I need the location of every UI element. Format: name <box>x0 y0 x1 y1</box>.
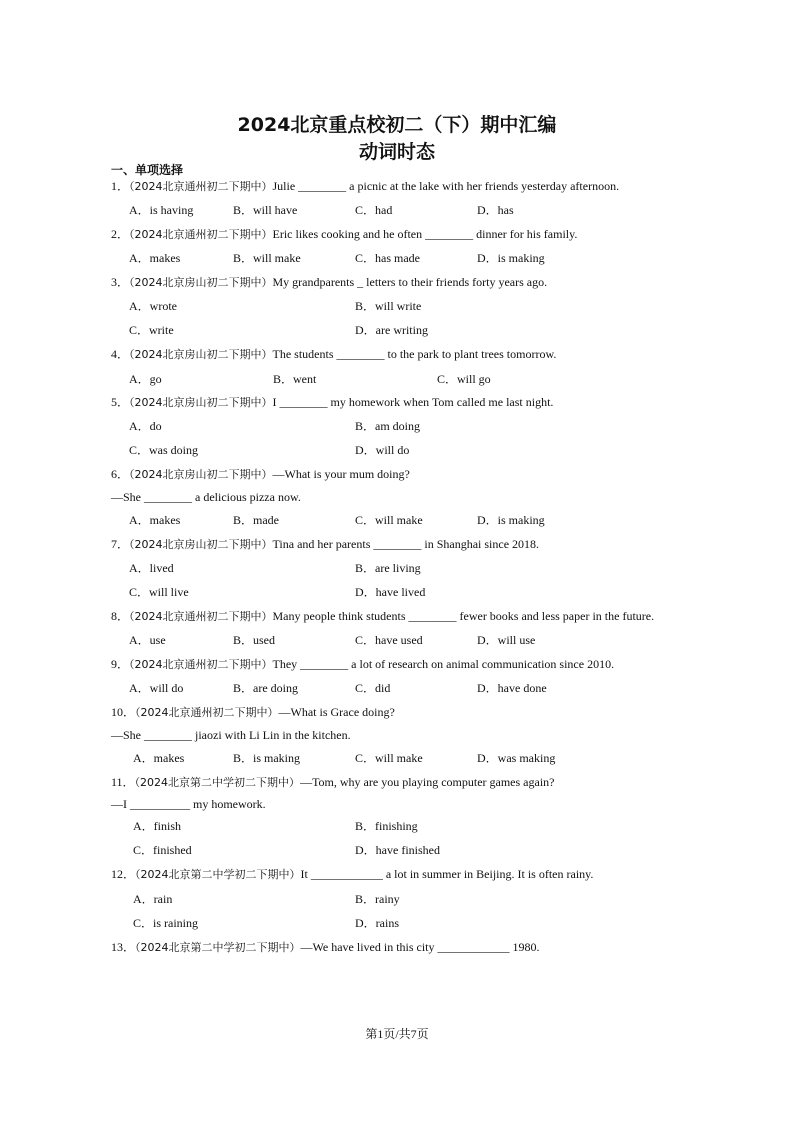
question-7: 7．（2024北京房山初二下期中）Tina and her parents ________ in Shanghai since 2018. <box>111 537 540 551</box>
option[interactable]: B．are living <box>355 561 421 575</box>
option[interactable]: D．have done <box>477 681 547 695</box>
option[interactable]: B．rainy <box>355 892 400 906</box>
question-12: 12．（2024北京第二中学初二下期中）It ____________ a lot in summer in Beijing. It is often rainy. <box>111 867 594 881</box>
option[interactable]: D．will use <box>477 633 536 647</box>
question-6: 6．（2024北京房山初二下期中）—What is your mum doing? <box>111 467 410 481</box>
option[interactable]: B．finishing <box>355 819 418 833</box>
option[interactable]: B．went <box>273 372 317 386</box>
option[interactable]: C．have used <box>355 633 423 647</box>
document-subtitle: 动词时态 <box>358 141 435 163</box>
question-8: 8．（2024北京通州初二下期中）Many people think students ________ fewer books and less paper in the future. <box>111 609 655 623</box>
question-10: 10．（2024北京通州初二下期中）—What is Grace doing? <box>111 705 395 719</box>
option[interactable]: B．is making <box>233 751 301 765</box>
question-4: 4．（2024北京房山初二下期中）The students ________ to the park to plant trees tomorrow. <box>111 347 557 361</box>
option[interactable]: D．have finished <box>355 843 440 857</box>
option[interactable]: B．am doing <box>355 419 420 433</box>
option[interactable]: D．is making <box>477 513 545 527</box>
question-13: 13．（2024北京第二中学初二下期中）—We have lived in this city ____________ 1980. <box>111 940 540 954</box>
option[interactable]: B．are doing <box>233 681 298 695</box>
document-title: 2024北京重点校初二（下）期中汇编 <box>237 114 557 136</box>
option[interactable]: B．will have <box>233 203 298 217</box>
option[interactable]: C．will live <box>129 585 189 599</box>
option[interactable]: D．have lived <box>355 585 426 599</box>
option[interactable]: C．will make <box>355 513 423 527</box>
option[interactable]: C．write <box>129 323 174 337</box>
option[interactable]: C．had <box>355 203 393 217</box>
option[interactable]: A．wrote <box>129 299 177 313</box>
option[interactable]: C．will make <box>355 751 423 765</box>
option[interactable]: A．go <box>129 372 162 386</box>
question-5: 5．（2024北京房山初二下期中）I ________ my homework when Tom called me last night. <box>111 395 554 409</box>
option[interactable]: A．finish <box>133 819 182 833</box>
option[interactable]: D．was making <box>477 751 556 765</box>
option[interactable]: B．used <box>233 633 276 647</box>
option[interactable]: D．rains <box>355 916 399 930</box>
option[interactable]: D．will do <box>355 443 410 457</box>
question-10-reply: —She ________ jiaozi with Li Lin in the kitchen. <box>111 728 351 742</box>
option[interactable]: D．are writing <box>355 323 428 337</box>
question-11-reply: —I __________ my homework. <box>111 797 266 811</box>
question-2: 2．（2024北京通州初二下期中）Eric likes cooking and he often ________ dinner for his family. <box>111 227 578 241</box>
option[interactable]: B．made <box>233 513 279 527</box>
option[interactable]: A．will do <box>129 681 184 695</box>
option[interactable]: C．did <box>355 681 391 695</box>
question-6-reply: —She ________ a delicious pizza now. <box>111 490 301 504</box>
option[interactable]: A．rain <box>133 892 173 906</box>
option[interactable]: C．was doing <box>129 443 199 457</box>
option[interactable]: D．has <box>477 203 514 217</box>
option[interactable]: A．do <box>129 419 162 433</box>
question-9: 9．（2024北京通州初二下期中）They ________ a lot of research on animal communication since 2010. <box>111 657 615 671</box>
option[interactable]: A．use <box>129 633 166 647</box>
option[interactable]: A．makes <box>129 251 181 265</box>
option[interactable]: C．is raining <box>133 916 198 930</box>
section-heading: 一、单项选择 <box>111 163 184 177</box>
question-11: 11．（2024北京第二中学初二下期中）—Tom, why are you playing computer games again? <box>111 775 555 789</box>
page-number: 第1页/共7页 <box>365 1027 429 1041</box>
option[interactable]: C．has made <box>355 251 420 265</box>
option[interactable]: A．makes <box>133 751 185 765</box>
option[interactable]: C．will go <box>437 372 491 386</box>
option[interactable]: D．is making <box>477 251 545 265</box>
option[interactable]: A．makes <box>129 513 181 527</box>
question-1: 1．（2024北京通州初二下期中）Julie ________ a picnic at the lake with her friends yesterday afternoon. <box>111 179 620 193</box>
question-3: 3．（2024北京房山初二下期中）My grandparents _ letters to their friends forty years ago. <box>111 275 548 289</box>
option[interactable]: B．will make <box>233 251 301 265</box>
option[interactable]: A．lived <box>129 561 174 575</box>
option[interactable]: B．will write <box>355 299 422 313</box>
option[interactable]: C．finished <box>133 843 192 857</box>
option[interactable]: A．is having <box>129 203 194 217</box>
